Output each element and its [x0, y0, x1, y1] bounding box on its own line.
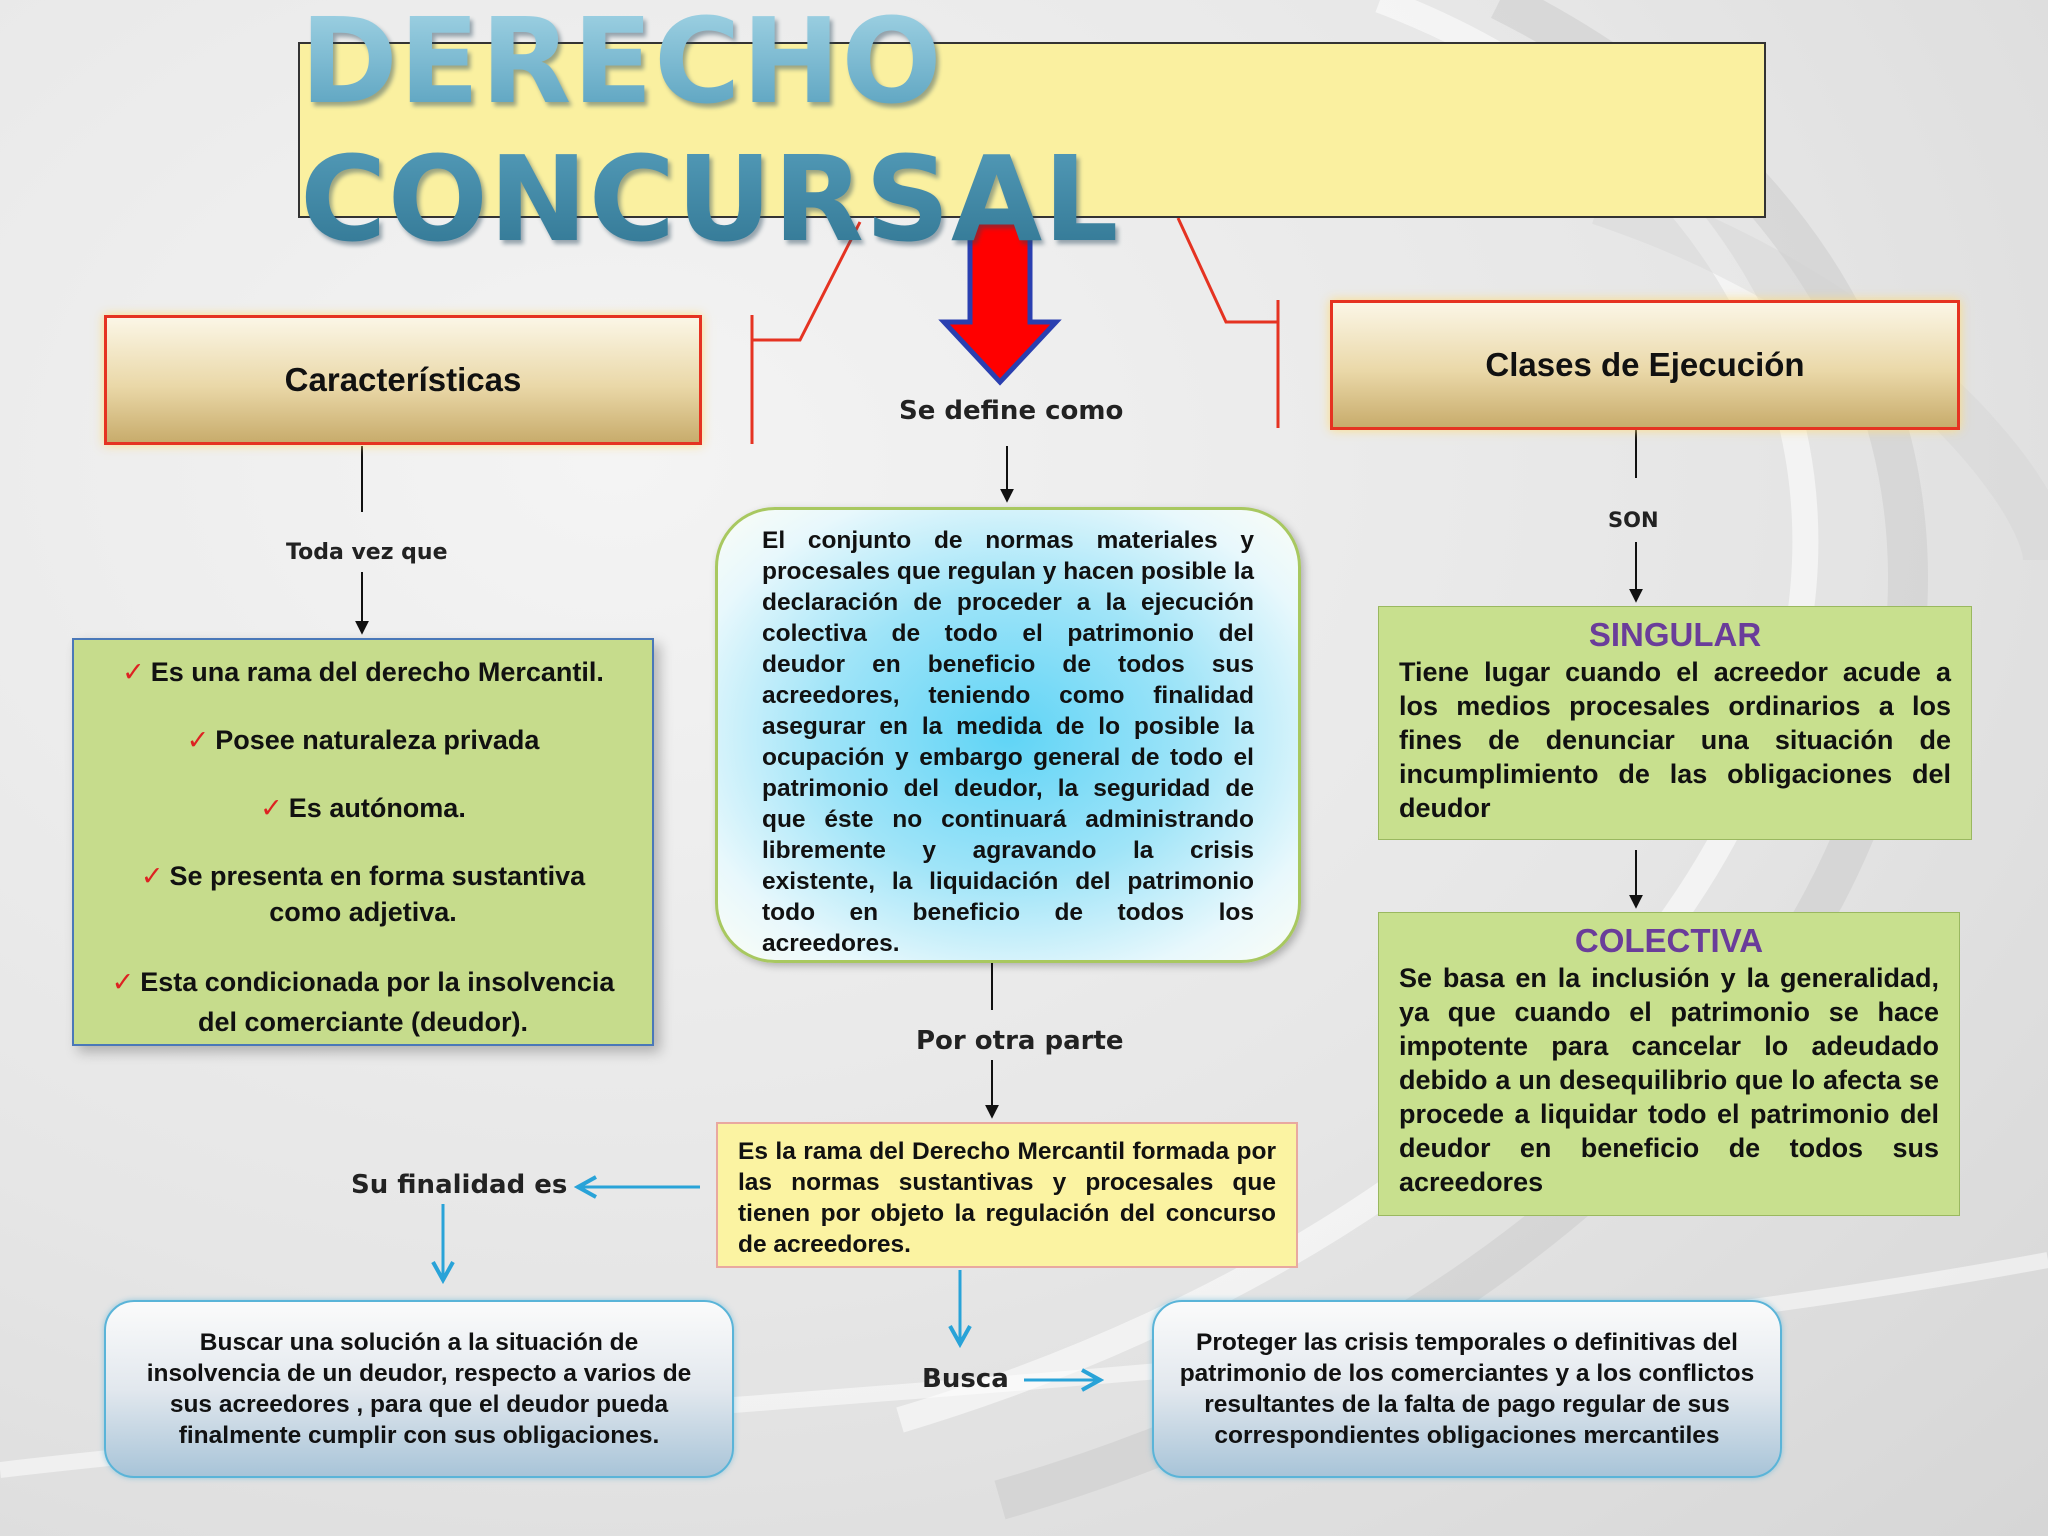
singular-box — [1378, 606, 1972, 840]
list-item: ✓ Esta condicionada por la insolvencia del comerciante (deudor). — [111, 967, 615, 1037]
clases-header: Clases de Ejecución — [1330, 300, 1960, 430]
se-define-como-label: Se define como — [899, 396, 1124, 426]
title-banner — [298, 0, 1766, 268]
su-finalidad-es-label: Su finalidad es — [351, 1170, 568, 1200]
singular-title: SINGULAR — [1588, 616, 1762, 653]
busca-text: Proteger las crisis temporales o definitivas del patrimonio de los comerciantes y a los conflictos resultantes de la falta de pago regular de sus correspondientes obligaciones mercantiles — [1179, 1329, 1755, 1449]
colectiva-box — [1378, 912, 1960, 1216]
checkmark-icon: ✓ — [111, 967, 135, 997]
checkmark-icon: ✓ — [260, 793, 283, 823]
busca-box — [1152, 1300, 1782, 1478]
colectiva-title: COLECTIVA — [1574, 922, 1764, 959]
busca-label: Busca — [922, 1364, 1009, 1394]
checkmark-icon: ✓ — [140, 861, 164, 891]
toda-vez-que-label: Toda vez que — [286, 540, 448, 565]
colectiva-text: Se basa en la inclusión y la generalidad, ya que cuando el patrimonio se hace impotente para cancelar lo adeudado debido a un desequilibrio que lo afecta se procede a liquidar todo el patrimonio del deudor en beneficio de todos sus acreedores — [1399, 963, 1939, 1197]
checkmark-icon: ✓ — [186, 725, 210, 755]
por-otra-parte-label: Por otra parte — [916, 1026, 1124, 1056]
definicion-box: El conjunto de normas materiales y procesales que regulan y hacen posible la declaración de proceder a la ejecución colectiva de todo el patrimonio del deudor en beneficio de todos sus acreedores, teniendo como finalidad asegurar en la medida de lo posible la ocupación y embargo general de todo el patrimonio del deudor, la seguridad de que éste no continuará administrando libremente y agravando la crisis existente, la liquidación del patrimonio todo en beneficio de todos los acreedores. — [715, 507, 1301, 963]
list-item: ✓ Es una rama del derecho Mercantil. — [122, 657, 604, 687]
list-item: ✓ Posee naturaleza privada — [186, 725, 540, 755]
caracteristicas-list — [72, 638, 654, 1046]
caracteristicas-header: Características — [104, 315, 702, 445]
list-item: ✓ Se presenta en forma sustantiva como adjetiva. — [140, 861, 586, 927]
checkmark-icon: ✓ — [122, 657, 145, 687]
finalidad-box — [104, 1300, 734, 1478]
son-label: SON — [1608, 508, 1659, 532]
otra-parte-box: Es la rama del Derecho Mercantil formada por las normas sustantivas y procesales que tienen por objeto la regulación del concurso de acreedores. — [716, 1122, 1298, 1268]
list-item: ✓ Es autónoma. — [260, 793, 466, 823]
singular-text: Tiene lugar cuando el acreedor acude a los medios procesales ordinarios a los fines de denunciar una situación de incumplimiento de las obligaciones del deudor — [1399, 657, 1951, 823]
page-title: DERECHO CONCURSAL — [300, 0, 1764, 268]
finalidad-text: Buscar una solución a la situación de insolvencia de un deudor, respecto a varios de sus acreedores , para que el deudor pueda finalmente cumplir con sus obligaciones. — [146, 1329, 692, 1449]
